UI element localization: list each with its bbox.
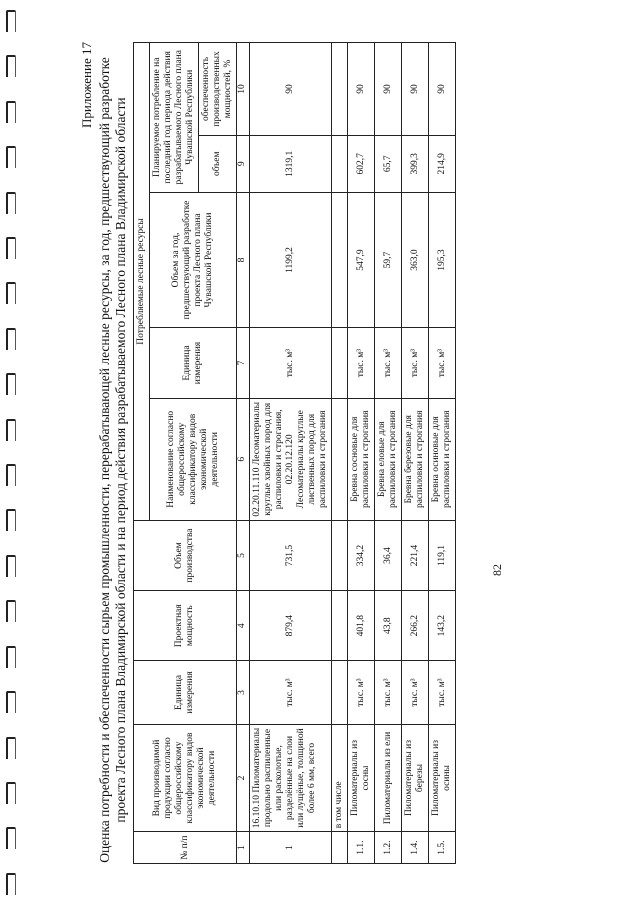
header-product: Вид производимой продукции согласно общероссийскому классификатору видов экономической деятельности	[134, 724, 237, 832]
document-title: Оценка потребности и обеспеченности сырьем промышленности, перерабатывающей лесные ресурсы, за год, предшествующий разработке проекта Лесного плана Владимирской области и на период действия разрабатываемого Лесного плана Владимирской области	[97, 57, 128, 863]
header-prev-volume: Объем за год, предшествующий разработке проекта Лесного плана Чувашской Республики	[150, 192, 237, 328]
column-number: 10	[237, 43, 250, 136]
header-capacity: Проектная мощность	[134, 591, 237, 661]
column-number: 5	[237, 520, 250, 590]
binder-hole-icon	[6, 328, 16, 350]
cell-plan-volume: 65,7	[375, 135, 402, 192]
column-number: 6	[237, 398, 250, 520]
cell-output: 334,2	[348, 520, 375, 590]
cell-prev-volume: 59,7	[375, 192, 402, 328]
cell-num: 1.4.	[402, 832, 429, 864]
binder-hole-icon	[6, 555, 16, 577]
binder-hole-icon	[6, 737, 16, 759]
cell-resource: Бревна березовые для распиловки и строгания	[402, 398, 429, 520]
header-plan-volume: объем	[199, 135, 237, 192]
cell-capacity: 879,4	[250, 591, 332, 661]
cell-prev-volume: 363,0	[402, 192, 429, 328]
column-number: 7	[237, 328, 250, 398]
cell-resource: Бревна осиновые для распиловки и строгания	[429, 398, 456, 520]
cell-plan-volume: 602,7	[348, 135, 375, 192]
cell-product: Пиломатериалы из осины	[429, 724, 456, 832]
cell-resource-unit: тыс. м³	[348, 328, 375, 398]
column-number: 4	[237, 591, 250, 661]
cell-capacity: 401,8	[348, 591, 375, 661]
cell-provision: 90	[250, 43, 332, 136]
header-resource-name: Наименование согласно общероссийскому классификатору видов экономической деятельности	[150, 398, 237, 520]
binder-hole-icon	[6, 419, 16, 441]
table-row	[348, 43, 375, 864]
binder-hole-icon	[6, 282, 16, 304]
header-resources-group: Потребляемые лесные ресурсы	[134, 43, 150, 521]
cell-prev-volume: 1199,2	[250, 192, 332, 328]
binder-hole-icon	[6, 464, 16, 486]
cell-resource-unit: тыс. м³	[375, 328, 402, 398]
resources-table	[133, 42, 456, 864]
binder-hole-icon	[6, 600, 16, 622]
including-row	[332, 43, 348, 864]
binder-hole-icon	[6, 873, 16, 895]
cell-resource: Бревна еловые для распиловки и строгания	[375, 398, 402, 520]
binder-hole-icon	[6, 192, 16, 214]
column-numbers-row	[237, 43, 250, 864]
cell-num: 1.1.	[348, 832, 375, 864]
cell-unit: тыс. м³	[348, 661, 375, 724]
column-number: 1	[237, 832, 250, 864]
binder-hole-icon	[6, 373, 16, 395]
binder-hole-icon	[6, 55, 16, 77]
including-label: в том числе	[332, 724, 348, 832]
page-number: 82	[490, 564, 504, 576]
header-planned: Планируемое потребление на последний год периода действия разрабатываемого Лесного плана Чувашской Республики	[150, 43, 199, 193]
cell-product: Пиломатериалы из березы	[402, 724, 429, 832]
header-provision: обеспеченность производственных мощностей, %	[199, 43, 237, 136]
column-number: 8	[237, 192, 250, 328]
table-row-main	[250, 43, 332, 864]
binder-hole-icon	[6, 237, 16, 259]
cell-output: 119,1	[429, 520, 456, 590]
cell-plan-volume: 214,9	[429, 135, 456, 192]
cell-resource-unit: тыс. м³	[429, 328, 456, 398]
column-number: 2	[237, 724, 250, 832]
cell-output: 36,4	[375, 520, 402, 590]
binder-hole-icon	[6, 509, 16, 531]
cell-num: 1	[250, 832, 332, 864]
cell-provision: 90	[402, 43, 429, 136]
header-num: № п/п	[134, 832, 237, 864]
cell-provision: 90	[429, 43, 456, 136]
cell-num: 1.2.	[375, 832, 402, 864]
cell-num: 1.5.	[429, 832, 456, 864]
header-unit: Единица измерения	[134, 661, 237, 724]
cell-prev-volume: 195,3	[429, 192, 456, 328]
cell-provision: 90	[348, 43, 375, 136]
cell-unit: тыс. м³	[429, 661, 456, 724]
cell-plan-volume: 1319,1	[250, 135, 332, 192]
binder-hole-icon	[6, 691, 16, 713]
cell-capacity: 266,2	[402, 591, 429, 661]
binder-hole-icon	[6, 10, 16, 32]
header-output: Объем производства	[134, 520, 237, 590]
cell-output: 221,4	[402, 520, 429, 590]
cell-unit: тыс. м³	[250, 661, 332, 724]
header-resource-unit: Единица измерения	[150, 328, 237, 398]
table-row	[402, 43, 429, 864]
binder-hole-icon	[6, 782, 16, 804]
cell-product: 16.10.10 Пиломатериалы продольно распиленные или расколотые, разделённые на слои или лущёные, толщиной более 6 мм, всего	[250, 724, 332, 832]
column-number: 3	[237, 661, 250, 724]
rotated-document	[35, 40, 595, 880]
binder-hole-icon	[6, 827, 16, 849]
cell-product: Пиломатериалы из ели	[375, 724, 402, 832]
cell-prev-volume: 547,9	[348, 192, 375, 328]
cell-resource-unit: тыс. м³	[250, 328, 332, 398]
cell-output: 731,5	[250, 520, 332, 590]
appendix-label: Приложение 17	[79, 42, 94, 129]
binder-hole-icon	[6, 146, 16, 168]
binder-holes	[6, 10, 22, 895]
table-row	[429, 43, 456, 864]
cell-resource: 02.20.11.110 Лесоматериалы круглые хвойных пород для распиловки и строгания, 02.20.12.120 Лесоматериалы круглые лиственных пород для распиловки и строгания	[250, 398, 332, 520]
cell-unit: тыс. м³	[375, 661, 402, 724]
table-row	[375, 43, 402, 864]
cell-provision: 90	[375, 43, 402, 136]
cell-resource-unit: тыс. м³	[402, 328, 429, 398]
cell-product: Пиломатериалы из сосны	[348, 724, 375, 832]
cell-plan-volume: 399,3	[402, 135, 429, 192]
header-row-1	[134, 43, 150, 864]
cell-resource: Бревна сосновые для распиловки и строгания	[348, 398, 375, 520]
cell-capacity: 43,8	[375, 591, 402, 661]
column-number: 9	[237, 135, 250, 192]
cell-unit: тыс. м³	[402, 661, 429, 724]
cell-capacity: 143,2	[429, 591, 456, 661]
binder-hole-icon	[6, 646, 16, 668]
binder-hole-icon	[6, 101, 16, 123]
